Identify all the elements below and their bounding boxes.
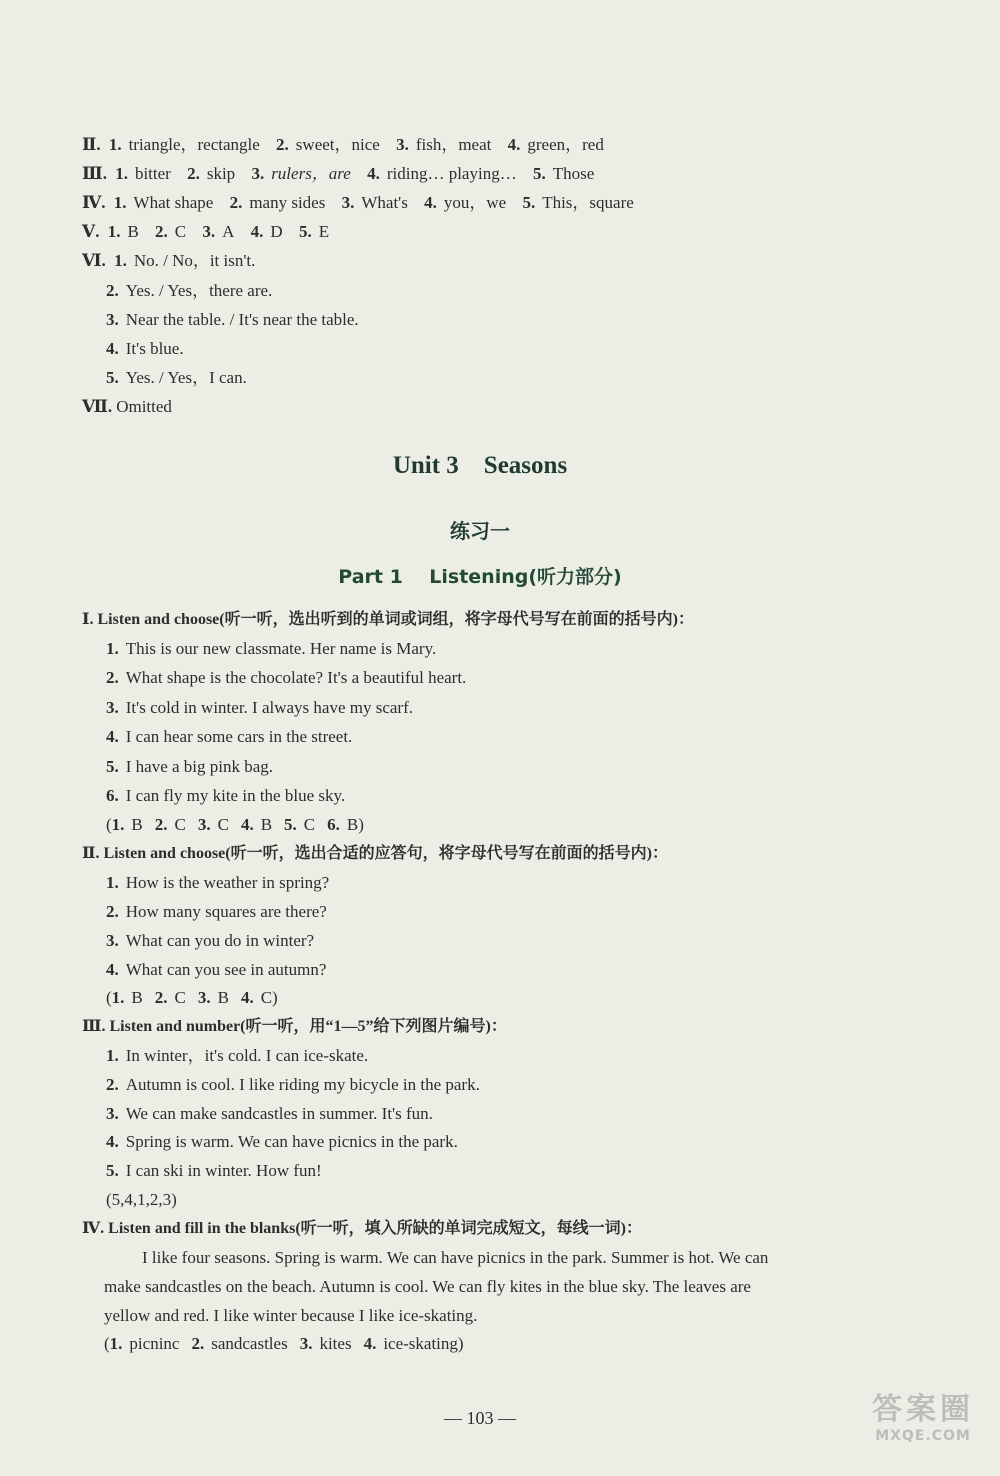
answer-row-VI-1: Ⅵ. 1. No. / No，it isn't. (82, 251, 256, 270)
exercise-title: 练习一 (450, 519, 510, 543)
answer-row-VI-2: 2. Yes. / Yes，there are. (106, 281, 273, 300)
section-I-item-3: 3. It's cold in winter. I always have my scarf. (106, 698, 414, 717)
section-II-item-3: 3. What can you do in winter? (106, 931, 315, 950)
answer-row-III: Ⅲ. 1. bitter 2. skip 3. rulers，are 4. riding… playing… 5. Those (82, 164, 595, 183)
section-I-answers: (1. B 2. C 3. C 4. B 5. C 6. B) (106, 815, 364, 834)
part-title: Part 1 Listening(听力部分) (338, 566, 622, 588)
section-I-item-4: 4. I can hear some cars in the street. (106, 727, 353, 746)
section-II-item-4: 4. What can you see in autumn? (106, 960, 327, 979)
answer-row-VI-5: 5. Yes. / Yes，I can. (106, 368, 247, 387)
watermark-logo (858, 1392, 988, 1462)
section-II-item-2: 2. How many squares are there? (106, 902, 327, 921)
section-IV-para-line-2: make sandcastles on the beach. Autumn is cool. We can fly kites in the blue sky. The leaves are (104, 1277, 751, 1296)
answer-row-V: Ⅴ. 1. B 2. C 3. A 4. D 5. E (82, 222, 330, 241)
section-IV-para-line-1: I like four seasons. Spring is warm. We can have picnics in the park. Summer is hot. We can (142, 1248, 769, 1267)
watermark-text: 答案圈 (872, 1392, 974, 1427)
answer-row-VI-3: 3. Near the table. / It's near the table. (106, 310, 359, 329)
section-I-item-2: 2. What shape is the chocolate? It's a beautiful heart. (106, 668, 467, 687)
answer-row-IV: Ⅳ. 1. What shape 2. many sides 3. What's 4. you，we 5. This，square (82, 193, 634, 212)
section-III-item-5: 5. I can ski in winter. How fun! (106, 1161, 322, 1180)
section-II-heading: Ⅱ. Listen and choose(听一听，选出合适的应答句，将字母代号写在前面的括号内)： (82, 845, 668, 862)
answer-row-VII: Ⅶ. Omitted (82, 397, 172, 416)
section-II-item-1: 1. How is the weather in spring? (106, 873, 330, 892)
section-IV-answers: (1. picninc 2. sandcastles 3. kites 4. ice-skating) (104, 1334, 464, 1353)
answer-row-II: Ⅱ. 1. triangle，rectangle 2. sweet，nice 3. fish，meat 4. green，red (82, 135, 604, 154)
watermark-domain: MXQE.COM (875, 1428, 971, 1444)
section-III-answer: (5,4,1,2,3) (106, 1190, 177, 1209)
section-III-heading: Ⅲ. Listen and number(听一听，用“1—5”给下列图片编号)： (82, 1018, 507, 1035)
section-IV-heading: Ⅳ. Listen and fill in the blanks(听一听，填入所缺的单词完成短文，每线一词)： (82, 1220, 642, 1237)
section-III-item-4: 4. Spring is warm. We can have picnics in the park. (106, 1132, 458, 1151)
section-I-item-6: 6. I can fly my kite in the blue sky. (106, 786, 346, 805)
section-I-item-1: 1. This is our new classmate. Her name is Mary. (106, 639, 437, 658)
section-II-answers: (1. B 2. C 3. B 4. C) (106, 988, 278, 1007)
answer-row-VI-4: 4. It's blue. (106, 339, 184, 358)
section-III-item-1: 1. In winter，it's cold. I can ice-skate. (106, 1046, 369, 1065)
unit-title: Unit 3 Seasons (392, 452, 568, 479)
section-III-item-3: 3. We can make sandcastles in summer. It's fun. (106, 1104, 433, 1123)
section-I-item-5: 5. I have a big pink bag. (106, 757, 274, 776)
section-I-heading: Ⅰ. Listen and choose(听一听，选出听到的单词或词组，将字母代号写在前面的括号内)： (82, 611, 694, 628)
section-IV-para-line-3: yellow and red. I like winter because I like ice-skating. (104, 1306, 478, 1325)
page-number: — 103 — (444, 1408, 516, 1428)
section-III-item-2: 2. Autumn is cool. I like riding my bicycle in the park. (106, 1075, 480, 1094)
